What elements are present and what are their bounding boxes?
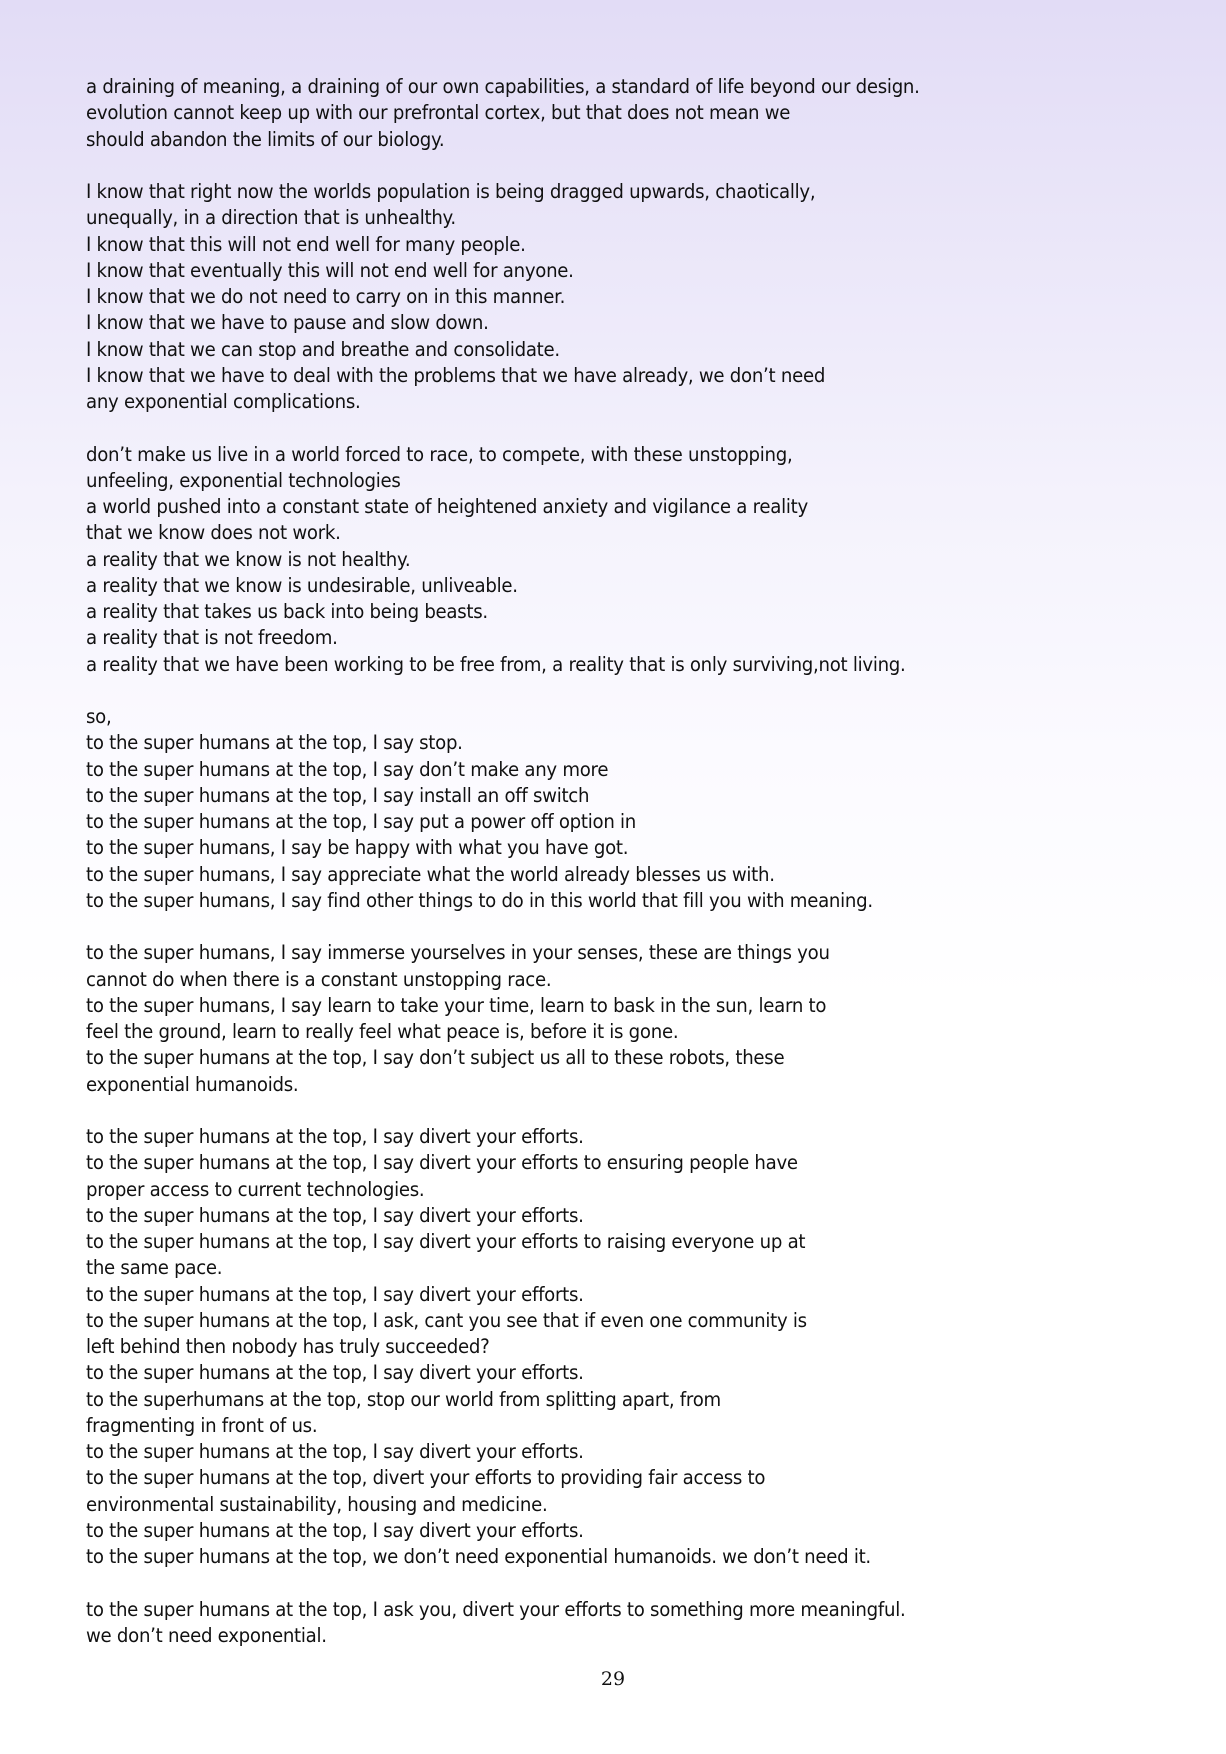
text-line: to the super humans at the top, I say don’t make any more bbox=[86, 757, 609, 781]
text-line: a reality that takes us back into being beasts. bbox=[86, 600, 488, 623]
text-line: I know that we do not need to carry on in this manner. bbox=[86, 285, 566, 308]
text-line: feel the ground, learn to really feel what peace is, before it is gone. bbox=[86, 1020, 679, 1043]
text-line: environmental sustainability, housing and medicine. bbox=[86, 1492, 548, 1516]
text-line: to the super humans, I say be happy with what you have got. bbox=[86, 836, 629, 860]
text-line: a world pushed into a constant state of heightened anxiety and vigilance a reality bbox=[86, 495, 808, 518]
text-line: that we know does not work. bbox=[86, 521, 341, 545]
paragraph-gap bbox=[86, 914, 1146, 940]
paragraph bbox=[86, 74, 1146, 153]
text-line: I know that we have to pause and slow down. bbox=[86, 311, 489, 335]
text-line: proper access to current technologies. bbox=[86, 1177, 425, 1201]
text-line: should abandon the limits of our biology. bbox=[86, 127, 445, 151]
paragraph bbox=[86, 1597, 1146, 1650]
text-line: to the super humans at the top, I say divert your efforts to raising everyone up at bbox=[86, 1230, 806, 1253]
text-line: the same pace. bbox=[86, 1256, 223, 1280]
text-line: to the super humans at the top, I say divert your efforts. bbox=[86, 1203, 584, 1227]
paragraph-gap bbox=[86, 1570, 1146, 1596]
text-line: left behind then nobody has truly succeeded? bbox=[86, 1335, 490, 1358]
paragraph bbox=[86, 704, 1146, 914]
text-line: to the super humans at the top, I say install an off switch bbox=[86, 783, 590, 807]
paragraph bbox=[86, 940, 1146, 1098]
text-line: any exponential complications. bbox=[86, 390, 361, 413]
page-number: 29 bbox=[600, 1668, 626, 1690]
text-line: a reality that we have been working to be free from, a reality that is only surviving,not living. bbox=[86, 652, 906, 676]
text-line: so, bbox=[86, 705, 112, 728]
text-line: to the super humans at the top, divert your efforts to providing fair access to bbox=[86, 1466, 766, 1490]
paragraph bbox=[86, 1124, 1146, 1570]
paragraph bbox=[86, 442, 1146, 678]
text-line: to the super humans at the top, I say divert your efforts. bbox=[86, 1518, 584, 1542]
text-line: to the super humans, I say find other things to do in this world that fill you with meaning. bbox=[86, 888, 873, 912]
text-line: a reality that we know is undesirable, unliveable. bbox=[86, 573, 518, 597]
text-line: to the super humans at the top, I say don’t subject us all to these robots, these bbox=[86, 1046, 785, 1070]
text-line: to the super humans at the top, I say divert your efforts. bbox=[86, 1125, 584, 1148]
text-line: cannot do when there is a constant unstopping race. bbox=[86, 967, 552, 991]
paragraph-gap bbox=[86, 1098, 1146, 1124]
text-line: to the super humans at the top, we don’t need exponential humanoids. we don’t need it. bbox=[86, 1545, 871, 1568]
text-line: a reality that is not freedom. bbox=[86, 626, 338, 650]
text-line: to the super humans at the top, I say divert your efforts. bbox=[86, 1440, 584, 1463]
text-line: to the super humans, I say immerse yourselves in your senses, these are things you bbox=[86, 941, 830, 965]
text-line: I know that we can stop and breathe and consolidate. bbox=[86, 337, 560, 361]
document-body bbox=[86, 74, 1146, 1649]
text-line: evolution cannot keep up with our prefrontal cortex, but that does not mean we bbox=[86, 101, 791, 125]
text-line: to the super humans at the top, I say divert your efforts. bbox=[86, 1282, 584, 1306]
text-line: to the super humans at the top, I say divert your efforts to ensuring people have bbox=[86, 1151, 798, 1175]
text-line: we don’t need exponential. bbox=[86, 1623, 327, 1647]
paragraph-gap bbox=[86, 415, 1146, 441]
text-line: a draining of meaning, a draining of our own capabilities, a standard of life beyond our design. bbox=[86, 75, 920, 98]
text-line: fragmenting in front of us. bbox=[86, 1413, 318, 1437]
text-line: to the super humans, I say learn to take your time, learn to bask in the sun, learn to bbox=[86, 993, 827, 1017]
paragraph-gap bbox=[86, 153, 1146, 179]
text-line: don’t make us live in a world forced to race, to compete, with these unstopping, bbox=[86, 442, 793, 466]
text-line: I know that this will not end well for many people. bbox=[86, 232, 526, 256]
paragraph-gap bbox=[86, 678, 1146, 704]
text-line: I know that eventually this will not end well for anyone. bbox=[86, 258, 574, 282]
text-line: I know that right now the worlds population is being dragged upwards, chaotically, bbox=[86, 180, 816, 203]
text-line: to the super humans at the top, I say put a power off option in bbox=[86, 810, 637, 833]
text-line: exponential humanoids. bbox=[86, 1072, 299, 1096]
text-line: I know that we have to deal with the problems that we have already, we don’t need bbox=[86, 363, 826, 387]
text-line: to the super humans at the top, I ask you, divert your efforts to something more meaningful. bbox=[86, 1597, 906, 1621]
text-line: to the superhumans at the top, stop our world from splitting apart, from bbox=[86, 1387, 721, 1411]
text-line: a reality that we know is not healthy. bbox=[86, 547, 411, 571]
text-line: unfeeling, exponential technologies bbox=[86, 468, 401, 492]
text-line: to the super humans at the top, I say stop. bbox=[86, 731, 463, 755]
text-line: to the super humans at the top, I say divert your efforts. bbox=[86, 1361, 584, 1385]
text-line: to the super humans, I say appreciate what the world already blesses us with. bbox=[86, 862, 775, 886]
text-line: unequally, in a direction that is unhealthy. bbox=[86, 206, 456, 230]
text-line: to the super humans at the top, I ask, cant you see that if even one community is bbox=[86, 1308, 807, 1332]
paragraph bbox=[86, 179, 1146, 415]
